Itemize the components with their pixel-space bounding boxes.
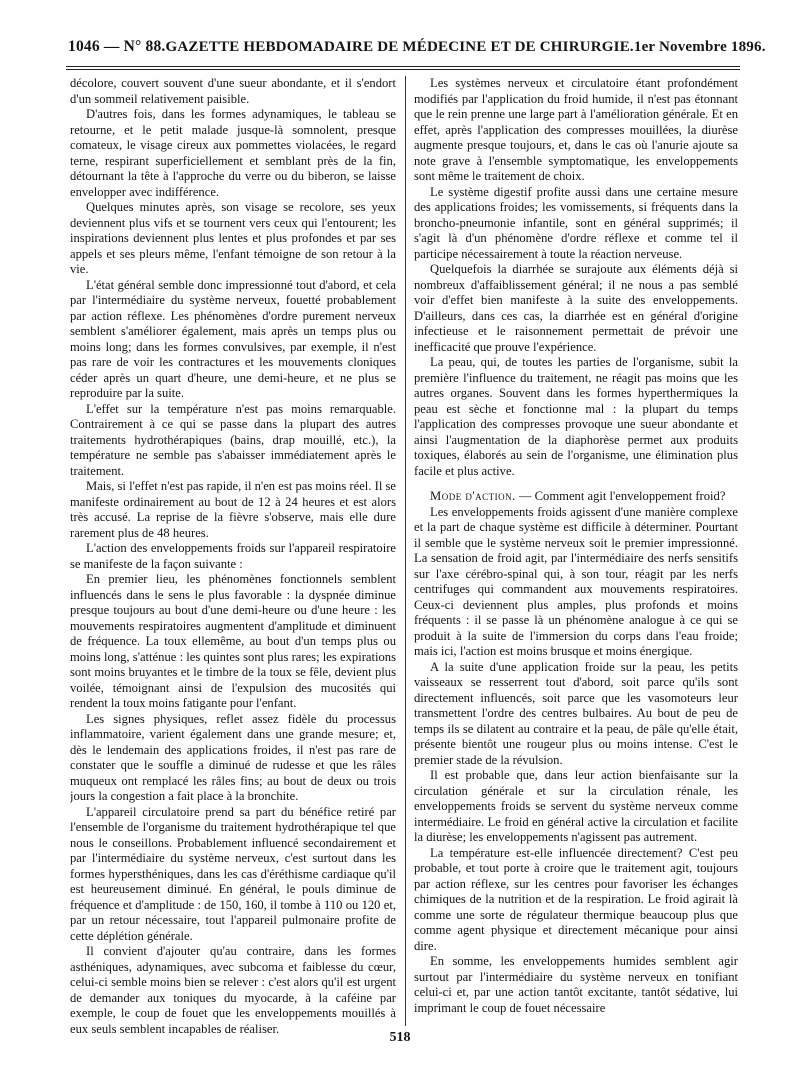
paragraph: Mais, si l'effet n'est pas rapide, il n'en est pas moins réel. Il se manifeste ordinairement au bout de 12 à 24 heures et est alors très accusé. La reprise de la fièvre s'observe, mais elle dure rarement plus de 48 heures. bbox=[70, 479, 396, 540]
paragraph: En premier lieu, les phénomènes fonctionnels semblent influencés dans le sens le plus favorable : la dyspnée diminue presque toujours au bout d'une demi-heure ou d'une heure : les mouvements respiratoires augmentent d'amplitude et diminuent de fréquence. La toux ellemême, au bout d'un temps plus ou moins long, s'atténue : les quintes sont plus rares; les expirations sont moins bruyantes et le timbre de la toux se fêle, devient plus voilée, témoignant ainsi de l'expulsion des mucosités qui rendent la toux moins fatigante pour l'enfant. bbox=[70, 572, 396, 710]
issue-date: 1er Novembre 1896. bbox=[633, 39, 766, 55]
paragraph: La peau, qui, de toutes les parties de l'organisme, subit la première l'influence du traitement, ne réagit pas moins que les autres organes. Souvent dans les formes hyperthermiques la peau est sèche et fonctionne mal : la plupart du temps l'application des compresses provoque une sueur abondante et ainsi l'augmentation de la diaphorèse permet aux produits toxiques, élaborés au sein de l'organisme, une élimination plus facile et plus active. bbox=[414, 355, 738, 478]
paragraph: Quelquefois la diarrhée se surajoute aux éléments déjà si nombreux d'affaiblissement général; il ne nous a pas semblé voir d'effet bien manifeste à la suite des enveloppements. D'ailleurs, dans ces cas, la diarrhée est en général d'origine infectieuse et le raisonnement permettait de prévoir une inefficacité que prouve l'expérience. bbox=[414, 262, 738, 354]
right-column bbox=[414, 76, 738, 1036]
section-heading: Mode d'action. bbox=[430, 489, 516, 503]
paragraph: L'effet sur la température n'est pas moins remarquable. Contrairement à ce qui se passe dans la plupart des autres traitements hydrothérapiques (bains, drap mouillé, etc.), la température ne semble pas s'abaisser immédiatement après le traitement. bbox=[70, 401, 396, 478]
paragraph: Il convient d'ajouter qu'au contraire, dans les formes asthéniques, adynamiques, avec subcoma et faiblesse du cœur, celui-ci semble moins bien se relever : c'est alors qu'il est urgent de demander aux toniques du myocarde, à la caféine par exemple, le coup de fouet que les enveloppements mouillés à eux seuls semblent incapables de réaliser. bbox=[70, 944, 396, 1036]
paragraph: L'appareil circulatoire prend sa part du bénéfice retiré par l'ensemble de l'organisme du traitement hydrothérapique tel que nous le conseillons. Probablement influencé secondairement et par l'intermédiaire du système nerveux, c'est surtout dans les formes hypersthéniques, dans les cas d'éréthisme cardiaque qu'il est heureusement diminué. En général, le pouls diminue de fréquence et d'amplitude : de 150, 160, il tombe à 110 ou 120 et, par un retour nécessaire, tout l'appareil pulmonaire profite de cette déplétion générale. bbox=[70, 804, 396, 943]
paragraph: L'action des enveloppements froids sur l'appareil respiratoire se manifeste de la façon suivante : bbox=[70, 541, 396, 571]
section-lead: — Comment agit l'enveloppement froid? bbox=[515, 489, 726, 503]
folio-number: 518 bbox=[389, 1030, 411, 1045]
left-column bbox=[70, 76, 396, 1036]
header-rule bbox=[66, 69, 740, 70]
paragraph: Les enveloppements froids agissent d'une manière complexe et la part de chaque système est difficile à déterminer. Pourtant il semble que le système nerveux soit le premier impressionné. La sensation de froid agit, par l'intermédiaire des nerfs sensitifs sur l'axe cérébro-spinal qui, à son tour, réagit par les nerfs centrifuges qui commandent aux mouvements respiratoires. Ceux-ci deviennent plus amples, plus profonds et moins fréquents : il se passe là un phénomène analogue à ce qui se produit à la suite de l'immersion du corps dans l'eau froide; mais ici, l'action est moins brusque et moins énergique. bbox=[414, 504, 738, 658]
header-issue-number: — N° 88. bbox=[103, 38, 166, 55]
paragraph: Il est probable que, dans leur action bienfaisante sur la circulation générale et sur la circulation rénale, les enveloppements froids se servent du système nerveux comme intermédiaire. Le froid en général active la circulation et facilite la diurèse; les enveloppements n'agissent pas autrement. bbox=[414, 768, 738, 844]
header-page-number: 1046 bbox=[68, 38, 100, 55]
paragraph: Quelques minutes après, son visage se recolore, ses yeux deviennent plus vifs et se tournent vers ceux qui l'entourent; les inspirations deviennent plus lentes et plus profondes et par ses appels et ses pleurs même, l'enfant témoigne de son retour à la vie. bbox=[70, 200, 396, 276]
paragraph: L'état général semble donc impressionné tout d'abord, et cela par l'intermédiaire du système nerveux, fouetté probablement par action réflexe. Les phénomènes d'ordre purement nerveux semblent s'améliorer également, mais après un temps plus ou moins long; dans les formes convulsives, par exemple, il n'est pas rare de voir les contractures et les mouvements cloniques céder après un quart d'heure, une demi-heure, et ne plus se reproduire par la suite. bbox=[70, 277, 396, 400]
header-rule bbox=[66, 66, 740, 67]
section-heading-line bbox=[414, 489, 738, 505]
paragraph: D'autres fois, dans les formes adynamiques, le tableau se retourne, et le petit malade jusque-là somnolent, presque comateux, le visage cireux aux pommettes violacées, le regard terne, respirant superficiellement et semblant près de la fin, détournant la tête à l'approche du verre ou du biberon, se laisse envelopper avec indifférence. bbox=[70, 107, 396, 199]
journal-title: GAZETTE HEBDOMADAIRE DE MÉDECINE ET DE CHIRURGIE. bbox=[165, 39, 634, 55]
column-divider bbox=[405, 76, 406, 1026]
paragraph: Le système digestif profite aussi dans une certaine mesure des applications froides; les vomissements, si fréquents dans la broncho-pneumonie infantile, sont en général supprimés; il s'agit là d'un phénomène d'ordre réflexe et comme tel il participe nécessairement à toute la réaction nerveuse. bbox=[414, 184, 738, 261]
running-header bbox=[68, 38, 766, 60]
paragraph: A la suite d'une application froide sur la peau, les petits vaisseaux se resserrent tout d'abord, soit parce qu'ils sont directement influencés, soit parce que les vasomoteurs leur transmettent l'ordre des centres bulbaires. Au bout de peu de temps ils se dilatent au contraire et la peau, de pâle qu'elle était, présente bientôt une rougeur plus ou moins intense. C'est le premier stade de la révulsion. bbox=[414, 659, 738, 767]
header-page-issue bbox=[68, 38, 166, 56]
paragraph: La température est-elle influencée directement? C'est peu probable, et tout porte à croire que le traitement agit, toujours par action réflexe, sur les centres pour favoriser les échanges chimiques de la nutrition et de la respiration. Le froid agirait là comme une sorte de régulateur thermique beaucoup plus que comme agent physique et directement mécanique pour ainsi dire. bbox=[414, 845, 738, 953]
paragraph: En somme, les enveloppements humides semblent agir surtout par l'intermédiaire du système nerveux en tonifiant celui-ci et, par une action tantôt excitante, tantôt sédative, lui imprimant le coup de fouet nécessaire bbox=[414, 954, 738, 1015]
paragraph: Les systèmes nerveux et circulatoire étant profondément modifiés par l'application du froid humide, il n'est pas étonnant que le rein prenne une large part à l'amélioration générale. Et en effet, après l'application des compresses mouillées, la diurèse augmente presque toujours, et, dans le cas où l'anurie ajoute sa note grave à l'ensemble symptomatique, les enveloppements sont même le traitement de choix. bbox=[414, 76, 738, 183]
paragraph: décolore, couvert souvent d'une sueur abondante, et il s'endort d'un sommeil relativement paisible. bbox=[70, 76, 396, 106]
paragraph: Les signes physiques, reflet assez fidèle du processus inflammatoire, varient également dans une grande mesure; et, dès le lendemain des applications froides, il n'est pas rare de constater que le souffle a diminué de rudesse et que les râles muqueux ont remplacé les râles fins; au bout de deux ou trois jours la congestion a fait place à la bronchite. bbox=[70, 711, 396, 803]
section-gap bbox=[414, 479, 738, 489]
